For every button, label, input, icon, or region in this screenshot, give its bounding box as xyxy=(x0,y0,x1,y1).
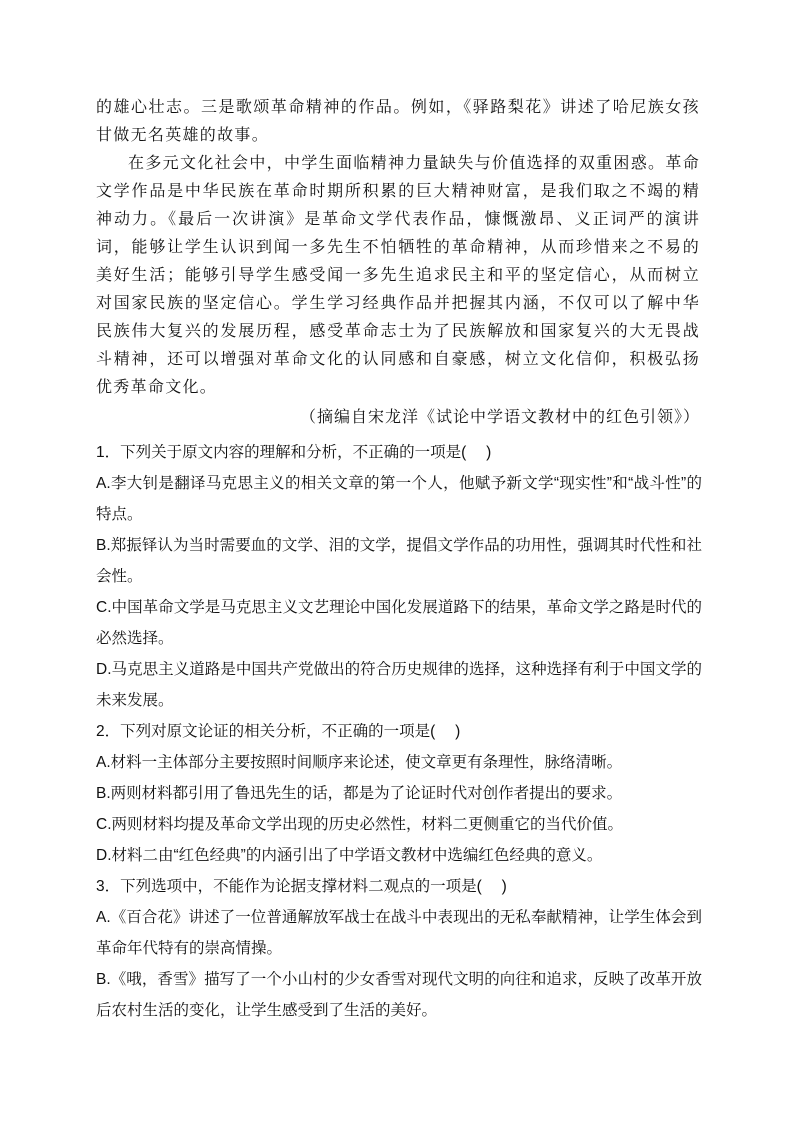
option-b: B.郑振铎认为当时需要血的文学、泪的文学，提倡文学作品的功用性，强调其时代性和社会性。 xyxy=(96,537,702,585)
option-c: C.中国革命文学是马克思主义文艺理论中国化发展道路下的结果，革命文学之路是时代的必然选择。 xyxy=(96,599,702,647)
passage-paragraph-2: 在多元文化社会中，中学生面临精神力量缺失与价值选择的双重困惑。革命文学作品是中华民族在革命时期所积累的巨大精神财富，是我们取之不竭的精神动力。《最后一次讲演》是革命文学代表作品，慷慨激昂、义正词严的演讲词，能够让学生认识到闻一多先生不怕牺牲的革命精神，从而珍惜来之不易的美好生活；能够引导学生感受闻一多先生追求民主和平的坚定信心，从而树立对国家民族的坚定信心。学生学习经典作品并把握其内涵，不仅可以了解中华民族伟大复兴的发展历程，感受革命志士为了民族解放和国家复兴的大无畏战斗精神，还可以增强对革命文化的认同感和自豪感，树立文化信仰，积极弘扬优秀革命文化。 xyxy=(96,153,700,396)
question-3 xyxy=(96,871,702,1026)
option-b: B.两则材料都引用了鲁迅先生的话，都是为了论证时代对创作者提出的要求。 xyxy=(96,785,623,802)
option-d: D.材料二由“红色经典”的内涵引出了中学语文教材中选编红色经典的意义。 xyxy=(96,847,603,864)
question-stem: 3．下列选项中，不能作为论据支撑材料二观点的一项是( ) xyxy=(96,878,507,895)
question-2 xyxy=(96,716,702,871)
option-d: D.马克思主义道路是中国共产党做出的符合历史规律的选择，这种选择有利于中国文学的未来发展。 xyxy=(96,661,702,709)
passage-paragraph-1: 的雄心壮志。三是歌颂革命精神的作品。例如，《驿路梨花》讲述了哈尼族女孩甘做无名英雄的故事。 xyxy=(96,97,700,144)
option-b: B.《哦，香雪》描写了一个小山村的少女香雪对现代文明的向往和追求，反映了改革开放后农村生活的变化，让学生感受到了生活的美好。 xyxy=(96,971,702,1019)
question-1 xyxy=(96,437,702,716)
question-stem: 1．下列关于原文内容的理解和分析，不正确的一项是( ) xyxy=(96,444,492,461)
question-list xyxy=(96,437,702,1026)
passage-source: （摘编自宋龙洋《试论中学语文教材中的红色引领》） xyxy=(299,407,700,426)
option-a: A.李大钊是翻译马克思主义的相关文章的第一个人，他赋予新文学“现实性”和“战斗性”的特点。 xyxy=(96,475,702,523)
option-a: A.材料一主体部分主要按照时间顺序来论述，使文章更有条理性，脉络清晰。 xyxy=(96,754,623,771)
option-a: A.《百合花》讲述了一位普通解放军战士在战斗中表现出的无私奉献精神，让学生体会到革命年代特有的崇高情操。 xyxy=(96,909,702,957)
reading-passage xyxy=(96,93,700,401)
option-c: C.两则材料均提及革命文学出现的历史必然性，材料二更侧重它的当代价值。 xyxy=(96,816,624,833)
question-stem: 2．下列对原文论证的相关分析，不正确的一项是( ) xyxy=(96,723,461,740)
